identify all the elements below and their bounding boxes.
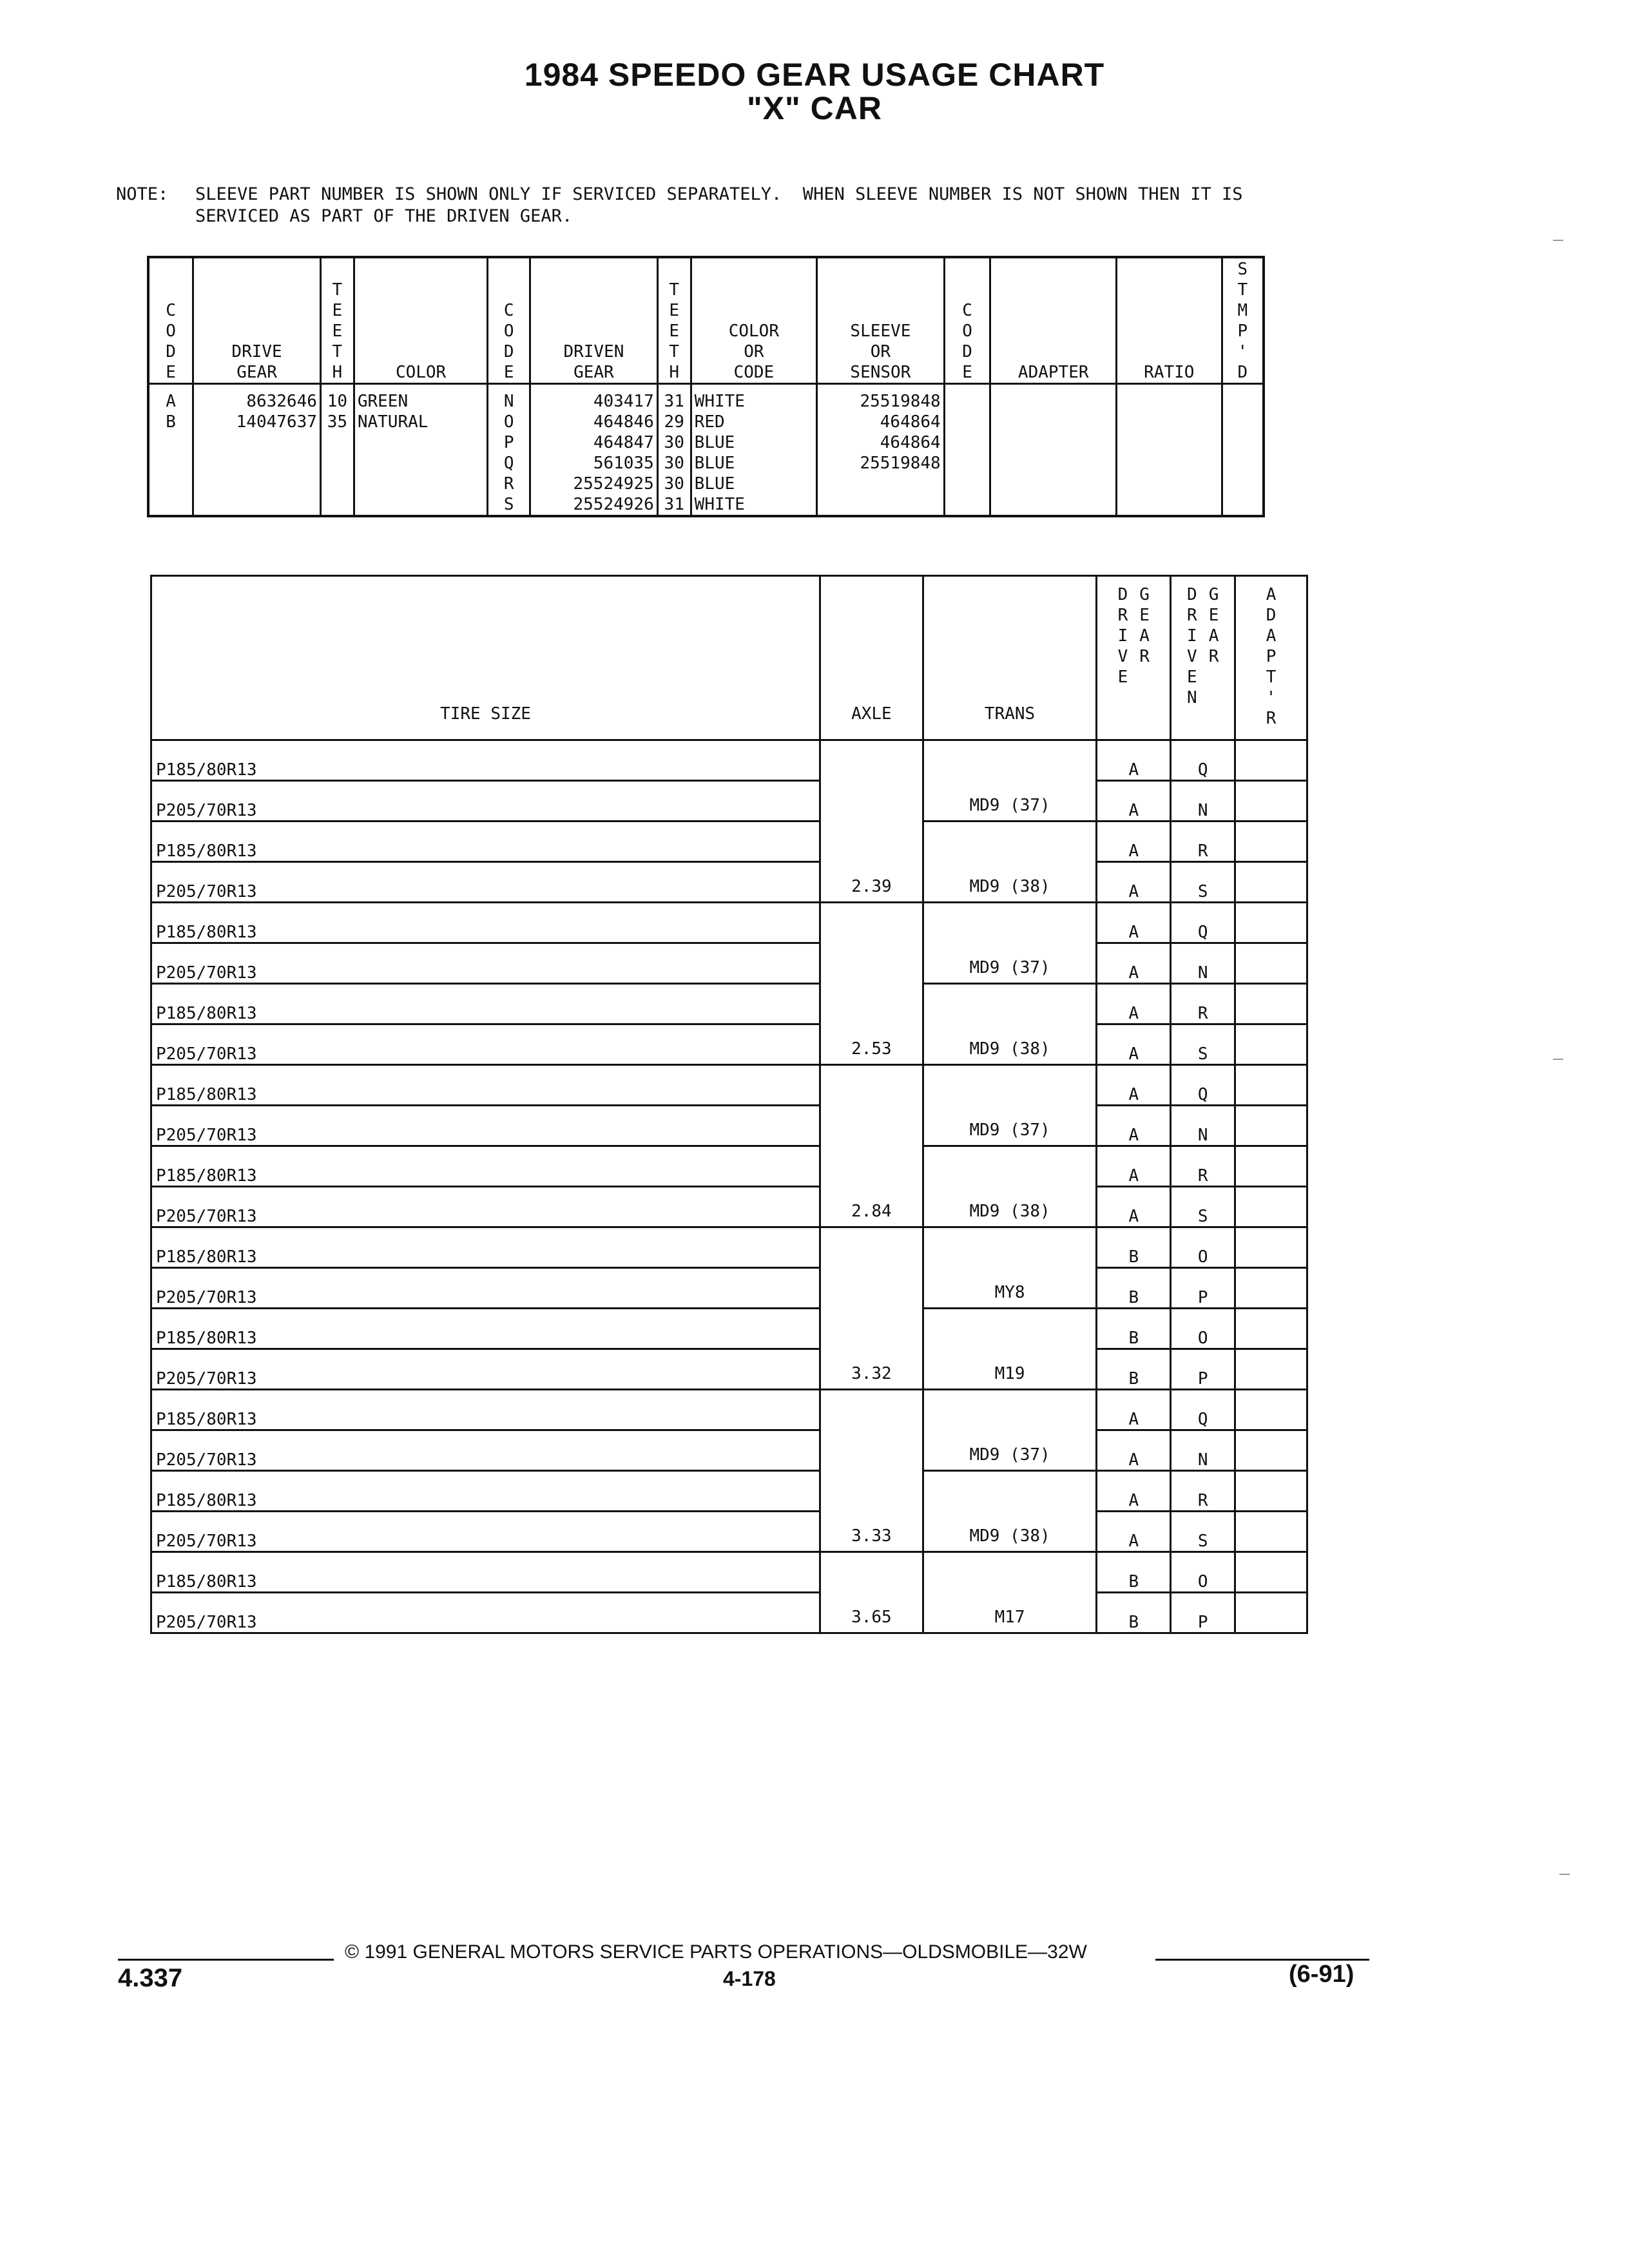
adapter-code-cell: [1235, 903, 1307, 943]
sleeve-part-number: 464864: [880, 433, 941, 452]
driven-gear-code-cell: S: [1171, 862, 1235, 903]
note-text-line2: SERVICED AS PART OF THE DRIVEN GEAR.: [195, 206, 573, 226]
header-color-code-line2: OR: [744, 342, 764, 361]
usage-row: [151, 740, 1307, 781]
driven-color: RED: [694, 412, 725, 432]
usage-row: [151, 1471, 1307, 1512]
header-teeth-drive-text-letter: E: [332, 301, 343, 320]
header-sleeve-line2: OR: [870, 342, 891, 361]
header-color-or-code: [691, 257, 816, 384]
header-code-adapter-text-letter: E: [962, 363, 972, 382]
header-driven-gear-text-letter: A: [1208, 626, 1219, 646]
drive-gear-code-cell: A: [1097, 1430, 1171, 1471]
header-stmpd-text: [1226, 259, 1260, 383]
drive-gear-code-cell: A: [1097, 781, 1171, 822]
header-driven-gear-text-column: [1209, 584, 1219, 708]
page-subtitle: "X" CAR: [747, 90, 882, 126]
drive-gear-code-cell: A: [1097, 1512, 1171, 1552]
header-teeth-drive-text-letter: T: [332, 280, 343, 300]
usage-row: [151, 1552, 1307, 1593]
gear-table-body: [148, 384, 1264, 517]
driven-gear-code-cell: N: [1171, 1430, 1235, 1471]
usage-row: [151, 903, 1307, 943]
axle-ratio-cell: 2.53: [820, 903, 923, 1065]
driven-teeth: 30: [664, 433, 684, 452]
header-driven-gear-text-letter: E: [1187, 668, 1197, 687]
header-drive-gear-text-letter: D: [1117, 585, 1128, 604]
header-color: COLOR: [354, 257, 488, 384]
driven-gear-part-number: 403417: [593, 392, 654, 411]
adapter-code-cell: [1235, 984, 1307, 1024]
drive-gear-code-cell: A: [1097, 1106, 1171, 1146]
driven-teeth-cell: [657, 384, 691, 517]
gear-table-header: [148, 257, 1264, 384]
driven-gear-code-cell: S: [1171, 1024, 1235, 1065]
header-teeth-driven: [657, 257, 691, 384]
usage-row: [151, 1593, 1307, 1633]
driven-code: P: [503, 433, 514, 452]
drive-teeth: 10: [327, 392, 348, 411]
drive-code: A: [166, 392, 176, 411]
note: [116, 184, 1243, 271]
usage-row: [151, 1349, 1307, 1390]
note-text-line1: SLEEVE PART NUMBER IS SHOWN ONLY IF SERVICED SEPARATELY. WHEN SLEEVE NUMBER IS NOT SHOWN THEN IT IS: [195, 184, 1243, 204]
header-driven-gear-text-letter: R: [1208, 647, 1219, 666]
transmission-cell: MD9 (37): [923, 1065, 1097, 1146]
header-code-driven-text-letter: C: [503, 301, 514, 320]
header-driven-gear-text-letter: R: [1187, 606, 1197, 625]
header-adapter-text-letter: ': [1266, 688, 1277, 707]
page-title: 1984 SPEEDO GEAR USAGE CHART: [524, 57, 1105, 93]
usage-row: [151, 1106, 1307, 1146]
tire-size-cell: P205/70R13: [151, 1268, 820, 1309]
header-code-drive-text-letter: D: [166, 342, 176, 361]
usage-row: [151, 1309, 1307, 1349]
driven-color: WHITE: [694, 495, 745, 514]
driven-teeth: 31: [664, 392, 684, 411]
header-driven-gear-text-letter: G: [1208, 585, 1219, 604]
drive-gear-code-cell: A: [1097, 903, 1171, 943]
adapter-code-cell: [1235, 1146, 1307, 1187]
tire-size-cell: P185/80R13: [151, 984, 820, 1024]
transmission-cell: MD9 (37): [923, 1390, 1097, 1471]
transmission-cell: M17: [923, 1552, 1097, 1633]
drive-gear-code-cell: B: [1097, 1268, 1171, 1309]
driven-codes-cell: [488, 384, 530, 517]
header-drive-gear-text-letter: V: [1117, 647, 1128, 666]
drive-gear-part-number: 14047637: [236, 412, 317, 432]
header-teeth-drive-text-letter: E: [332, 322, 343, 341]
tire-size-cell: P185/80R13: [151, 1471, 820, 1512]
adapter-code-cell: [1235, 1390, 1307, 1430]
header-teeth-drive-text-letter: T: [332, 342, 343, 361]
tire-size-cell: P185/80R13: [151, 740, 820, 781]
transmission-cell: MD9 (38): [923, 984, 1097, 1065]
drive-gear-code-cell: B: [1097, 1227, 1171, 1268]
driven-teeth: 30: [664, 454, 684, 473]
adapter-code-cell: [1235, 1187, 1307, 1227]
driven-gear-part-number: 561035: [593, 454, 654, 473]
header-adapter-text-letter: T: [1266, 668, 1277, 687]
tire-size-cell: P205/70R13: [151, 1593, 820, 1633]
note-label: NOTE:: [116, 184, 169, 204]
drive-color: GREEN: [357, 392, 409, 411]
driven-teeth: 31: [664, 495, 684, 514]
transmission-cell: MD9 (38): [923, 1471, 1097, 1552]
page-number-center: 4-178: [723, 1967, 776, 1990]
header-driven-gear: [530, 257, 658, 384]
driven-gears-cell: [530, 384, 658, 517]
drive-gears-cell: [193, 384, 321, 517]
driven-gear-code-cell: R: [1171, 1471, 1235, 1512]
transmission-cell: MD9 (38): [923, 1146, 1097, 1227]
tire-size-cell: P185/80R13: [151, 1390, 820, 1430]
transmission-cell: MY8: [923, 1227, 1097, 1309]
header-drive-gear-text-letter: I: [1117, 626, 1128, 646]
header-driven-gear-text-letter: I: [1187, 626, 1197, 646]
scan-mark: [1553, 240, 1563, 241]
axle-ratio-cell: 2.39: [820, 740, 923, 903]
adapter-code-cell: [1235, 1024, 1307, 1065]
driven-gear-code-cell: N: [1171, 1106, 1235, 1146]
header-code-driven: [488, 257, 530, 384]
usage-row: [151, 1227, 1307, 1268]
drive-gear-code-cell: A: [1097, 1471, 1171, 1512]
header-stmpd-text-letter: T: [1237, 280, 1248, 300]
adapter-code-cell: [1235, 740, 1307, 781]
drive-gear-code-cell: B: [1097, 1552, 1171, 1593]
stmpd-cell: [1222, 384, 1264, 517]
scan-mark: [1553, 1059, 1563, 1060]
header-sleeve-or-sensor: [817, 257, 945, 384]
driven-color: BLUE: [694, 474, 735, 494]
usage-row: [151, 1430, 1307, 1471]
tire-size-cell: P205/70R13: [151, 1512, 820, 1552]
usage-row: [151, 1187, 1307, 1227]
tire-size-cell: P185/80R13: [151, 1227, 820, 1268]
footer-rule-left: [118, 1959, 334, 1961]
driven-gear-code-cell: S: [1171, 1512, 1235, 1552]
driven-color: WHITE: [694, 392, 745, 411]
header-stmpd-text-letter: ': [1237, 342, 1248, 361]
header-code-adapter: [944, 257, 990, 384]
drive-teeth-cell: [320, 384, 354, 517]
drive-color: NATURAL: [357, 412, 429, 432]
driven-gear-code-cell: O: [1171, 1552, 1235, 1593]
driven-gear-code-cell: Q: [1171, 740, 1235, 781]
tire-size-cell: P205/70R13: [151, 1024, 820, 1065]
driven-gear-code-cell: Q: [1171, 1065, 1235, 1106]
header-adapter-text-letter: A: [1266, 585, 1277, 604]
footer-copyright: © 1991 GENERAL MOTORS SERVICE PARTS OPERATIONS—OLDSMOBILE—32W: [345, 1941, 1087, 1963]
drive-code: B: [166, 412, 176, 432]
adapter-code-cell: [1235, 1227, 1307, 1268]
usage-row: [151, 1390, 1307, 1430]
adapter-code-cell: [1235, 1593, 1307, 1633]
usage-row: [151, 1512, 1307, 1552]
header-adapter-text-column: [1266, 584, 1277, 729]
page-date-code: (6-91): [1289, 1961, 1354, 1988]
usage-row: [151, 984, 1307, 1024]
header-drive-gear-text-letter: E: [1117, 668, 1128, 687]
adapter-code-cell: [1235, 862, 1307, 903]
header-stmpd-text-letter: D: [1237, 363, 1248, 382]
axle-ratio-cell: 3.65: [820, 1552, 923, 1633]
header-driven-gear-text-letter: N: [1187, 688, 1197, 707]
header-drive-gear-line1: DRIVE: [231, 342, 282, 361]
tire-size-cell: P185/80R13: [151, 1146, 820, 1187]
header-teeth-driven-text-letter: E: [669, 301, 680, 320]
driven-gear-code-cell: R: [1171, 822, 1235, 862]
header-teeth-driven-text-letter: E: [669, 322, 680, 341]
driven-code: O: [503, 412, 514, 432]
header-teeth-driven-text: [661, 280, 688, 383]
sleeve-part-number: 25519848: [860, 392, 941, 411]
drive-gear-code-cell: A: [1097, 822, 1171, 862]
header-code-driven-text-letter: D: [503, 342, 514, 361]
driven-gear-code-cell: O: [1171, 1227, 1235, 1268]
axle-ratio-cell: 3.33: [820, 1390, 923, 1552]
driven-gear-part-number: 25524925: [573, 474, 654, 494]
header-driven-gear-line1: DRIVEN: [563, 342, 624, 361]
header-code-drive-text-letter: O: [166, 322, 176, 341]
header-drive-gear-text-letter: A: [1139, 626, 1150, 646]
usage-row: [151, 1268, 1307, 1309]
header-sleeve-line3: SENSOR: [850, 363, 911, 382]
driven-code: S: [503, 495, 514, 514]
driven-gear-code-cell: N: [1171, 781, 1235, 822]
tire-size-cell: P205/70R13: [151, 781, 820, 822]
adapter-code-cell: [1235, 1430, 1307, 1471]
driven-gear-code-cell: P: [1171, 1349, 1235, 1390]
usage-row: [151, 862, 1307, 903]
header-teeth-driven-text-letter: T: [669, 280, 680, 300]
driven-teeth: 29: [664, 412, 684, 432]
drive-gear-code-cell: A: [1097, 1065, 1171, 1106]
driven-color: BLUE: [694, 454, 735, 473]
tire-size-cell: P205/70R13: [151, 943, 820, 984]
header-teeth-drive-text-letter: H: [332, 363, 343, 382]
driven-color: BLUE: [694, 433, 735, 452]
adapter-cell: [990, 384, 1117, 517]
driven-code: Q: [503, 454, 514, 473]
drive-gear-part-number: 8632646: [246, 392, 317, 411]
header-teeth-driven-text-letter: T: [669, 342, 680, 361]
header-driven-gear-vertical: [1171, 576, 1235, 740]
usage-table-header: [151, 576, 1307, 740]
tire-usage-table: [150, 575, 1308, 1634]
adapter-code-cell: [1235, 1349, 1307, 1390]
header-adapter-text-letter: P: [1266, 647, 1277, 666]
header-ratio: RATIO: [1117, 257, 1222, 384]
usage-row: [151, 1024, 1307, 1065]
adapter-code-cell: [1235, 1471, 1307, 1512]
header-driven-gear-text-column: [1187, 584, 1197, 708]
header-color-code-line3: CODE: [733, 363, 775, 382]
drive-gear-code-cell: A: [1097, 862, 1171, 903]
header-trans: TRANS: [923, 576, 1097, 740]
header-code-driven-text-letter: O: [503, 322, 514, 341]
transmission-cell: MD9 (38): [923, 822, 1097, 903]
adapter-code-cell: [1235, 1065, 1307, 1106]
tire-size-cell: P185/80R13: [151, 903, 820, 943]
page-number-left: 4.337: [118, 1964, 183, 1992]
drive-gear-code-cell: A: [1097, 1146, 1171, 1187]
tire-size-cell: P185/80R13: [151, 1309, 820, 1349]
tire-size-cell: P205/70R13: [151, 1430, 820, 1471]
scan-mark: [1559, 1874, 1570, 1875]
header-adapter-text-letter: D: [1266, 606, 1277, 625]
usage-row: [151, 1146, 1307, 1187]
header-code-driven-text-letter: E: [503, 363, 514, 382]
tire-size-cell: P205/70R13: [151, 1187, 820, 1227]
header-drive-gear-text-letter: E: [1139, 606, 1150, 625]
transmission-cell: MD9 (37): [923, 903, 1097, 984]
header-drive-gear: [193, 257, 321, 384]
adapter-code-cell: [1235, 943, 1307, 984]
drive-teeth: 35: [327, 412, 348, 432]
header-color-code-line1: COLOR: [728, 322, 779, 341]
header-stmpd-text-letter: P: [1237, 322, 1248, 341]
header-stmpd: [1222, 257, 1264, 384]
driven-gear-code-cell: S: [1171, 1187, 1235, 1227]
driven-gear-code-cell: Q: [1171, 903, 1235, 943]
header-code-adapter-text: [948, 300, 987, 383]
header-code-adapter-text-letter: D: [962, 342, 972, 361]
header-code-drive-text-letter: E: [166, 363, 176, 382]
drive-gear-code-cell: A: [1097, 1024, 1171, 1065]
drive-gear-code-cell: A: [1097, 984, 1171, 1024]
header-stmpd-text-letter: M: [1237, 301, 1248, 320]
sleeve-part-number: 464864: [880, 412, 941, 432]
gear-specification-table: [147, 256, 1265, 517]
adapter-code-cell: [1235, 1512, 1307, 1552]
axle-ratio-cell: 2.84: [820, 1065, 923, 1227]
axle-ratio-cell: 3.32: [820, 1227, 923, 1390]
driven-gear-part-number: 25524926: [573, 495, 654, 514]
driven-teeth: 30: [664, 474, 684, 494]
drive-gear-code-cell: A: [1097, 1187, 1171, 1227]
header-code-adapter-text-letter: C: [962, 301, 972, 320]
header-driven-gear-text-letter: V: [1187, 647, 1197, 666]
adapter-code-cell: [1235, 1106, 1307, 1146]
header-code-drive-text: [152, 300, 189, 383]
tire-size-cell: P205/70R13: [151, 1349, 820, 1390]
drive-gear-code-cell: B: [1097, 1593, 1171, 1633]
header-code-driven-text: [491, 300, 526, 383]
header-drive-gear-vertical: [1097, 576, 1171, 740]
header-tire-size: TIRE SIZE: [151, 576, 820, 740]
adapter-code-cell: [1235, 1552, 1307, 1593]
header-code-drive-text-letter: C: [166, 301, 176, 320]
tire-size-cell: P205/70R13: [151, 1106, 820, 1146]
driven-gear-code-cell: R: [1171, 984, 1235, 1024]
header-driven-gear-line2: GEAR: [574, 363, 614, 382]
usage-row: [151, 1065, 1307, 1106]
header-adapter-text-letter: R: [1266, 709, 1277, 728]
sleeves-cell: [817, 384, 945, 517]
header-drive-gear-text-column: [1139, 584, 1150, 687]
adapter-code-cell: [1235, 1268, 1307, 1309]
header-drive-gear-text-letter: R: [1139, 647, 1150, 666]
header-teeth-drive: [320, 257, 354, 384]
header-adapter: ADAPTER: [990, 257, 1117, 384]
header-drive-gear-line2: GEAR: [236, 363, 277, 382]
driven-code: N: [503, 392, 514, 411]
header-drive-gear-text-letter: R: [1117, 606, 1128, 625]
transmission-cell: MD9 (37): [923, 740, 1097, 822]
header-axle: AXLE: [820, 576, 923, 740]
adapter-code-cell: [1235, 1309, 1307, 1349]
drive-gear-code-cell: B: [1097, 1309, 1171, 1349]
sleeve-part-number: 25519848: [860, 454, 941, 473]
header-code-drive: [148, 257, 193, 384]
header-drive-gear-text-letter: G: [1139, 585, 1150, 604]
driven-gear-part-number: 464847: [593, 433, 654, 452]
driven-gear-code-cell: P: [1171, 1268, 1235, 1309]
tire-size-cell: P185/80R13: [151, 822, 820, 862]
drive-gear-code-cell: A: [1097, 943, 1171, 984]
header-sleeve-line1: SLEEVE: [850, 322, 911, 341]
usage-row: [151, 822, 1307, 862]
header-code-adapter-text-letter: O: [962, 322, 972, 341]
tire-size-cell: P205/70R13: [151, 862, 820, 903]
driven-colors-cell: [691, 384, 816, 517]
ratio-cell: [1117, 384, 1222, 517]
driven-gear-code-cell: Q: [1171, 1390, 1235, 1430]
header-teeth-driven-text-letter: H: [669, 363, 680, 382]
driven-gear-code-cell: R: [1171, 1146, 1235, 1187]
usage-row: [151, 943, 1307, 984]
adapter-code-cell: [944, 384, 990, 517]
drive-gear-code-cell: A: [1097, 740, 1171, 781]
tire-size-cell: P185/80R13: [151, 1065, 820, 1106]
driven-gear-code-cell: N: [1171, 943, 1235, 984]
driven-code: R: [503, 474, 514, 494]
header-driven-gear-text-letter: E: [1208, 606, 1219, 625]
tire-size-cell: P185/80R13: [151, 1552, 820, 1593]
driven-gear-code-cell: P: [1171, 1593, 1235, 1633]
header-drive-gear-text-column: [1118, 584, 1128, 687]
usage-row: [151, 781, 1307, 822]
drive-colors-cell: [354, 384, 488, 517]
header-stmpd-text-letter: S: [1237, 260, 1248, 279]
adapter-code-cell: [1235, 822, 1307, 862]
transmission-cell: M19: [923, 1309, 1097, 1390]
drive-gear-code-cell: B: [1097, 1349, 1171, 1390]
header-adapter-vertical: [1235, 576, 1307, 740]
driven-gear-part-number: 464846: [593, 412, 654, 432]
header-adapter-text-letter: A: [1266, 626, 1277, 646]
header-teeth-drive-text: [324, 280, 351, 383]
adapter-code-cell: [1235, 781, 1307, 822]
drive-gear-code-cell: A: [1097, 1390, 1171, 1430]
drive-codes-cell: [148, 384, 193, 517]
driven-gear-code-cell: O: [1171, 1309, 1235, 1349]
header-driven-gear-text-letter: D: [1187, 585, 1197, 604]
